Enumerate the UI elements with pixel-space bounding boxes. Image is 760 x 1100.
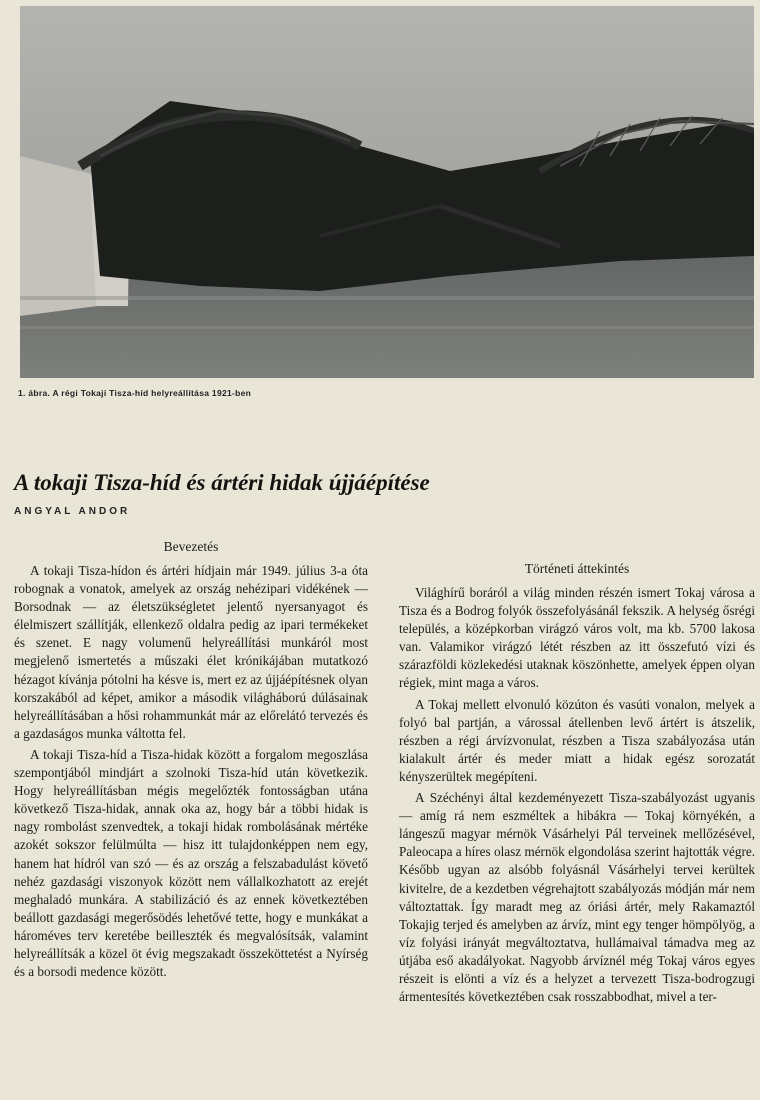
history-paragraph-1: Világhírű boráról a világ minden részén ismert Tokaj városa a Tisza és a Bodrog folyók összefolyásánál fekszik. A helység ősrégi település, a középkorban virágzó város volt, ma kb. 5700 lakosa van. Valamikor virágzó létét részben az itt összefutó vízi és szárazföldi közlekedési utaknak köszönhette, amelyek éppen olyan régiek, mint maga a város. (399, 585, 755, 691)
column-left (14, 538, 368, 984)
bridge-photo-drawing (20, 6, 754, 378)
article-title: A tokaji Tisza-híd és ártéri hidak újjáépítése (14, 470, 430, 495)
intro-paragraph-1: A tokaji Tisza-hídon és ártéri hídjain már 1949. július 3-a óta robognak a vonatok, amelyek az ország nehézipari vidékének — Borsodnak — az életszükségletet jelentő nyersanyagot és élelmiszert szállítják, ellenkező oldalra pedig az ipari termékeket és szenet. E nagy volumenű helyreállítási munkáról most megjelenő ismertetés a műszaki élet krónikájában mutatkozó hézagot kívánja pótolni ha késve is, mert ez az újjáépítésnek olyan korszakából ad képet, amikor a második világháború dúlásainak helyreállításában a hősi rohammunkát már az előrelátó tervezés és a gazdaságos munka váltotta fel. (14, 563, 368, 741)
column-right (399, 560, 755, 1009)
section-heading-intro: Bevezetés (163, 539, 219, 554)
figure-caption: 1. ábra. A régi Tokaji Tisza-híd helyreállítása 1921-ben (18, 388, 252, 398)
bridge-photo (20, 6, 754, 378)
history-paragraph-3: A Széchényi által kezdeményezett Tisza-szabályozást ugyanis — amíg rá nem eszméltek a hibákra — Tokaj környékén, a lángeszű magyar mérnök Vásárhelyi Pál terveinek mellőzésével, Paleocapa a híres olasz mérnök elgondolása szerint hajtották végre. Később ugyan az alsóbb folyásnál Vásárhelyi tervei kerültek kivitelre, de a kezdetben végrehajtott szabályozás módján már nem változtattak. Így maradt meg az óriási ártér, mely Rakamaztól Tokajig terjed és amelyben az árvíz, mint egy tenger hömpölyög, a víz folyási irányát megváltoztatva, hullámaival támadva meg az útjába eső akadályokat. Nagyobb árvíznél még Tokaj város egyes részeit is elönti a víz és a helyzet a tervezett Tisza-bodrogzugi ármentesítés következtében csak rosszabbodhat, mivel a ter- (399, 790, 755, 1005)
intro-paragraph-2: A tokaji Tisza-híd a Tisza-hidak között a forgalom megoszlása szempontjából mindjárt a szolnoki Tisza-híd után következik. Hogy helyreállításban mégis megelőzték fontosságban utána következő Tisza-hidak, annak oka az, hogy bár a többi hidak is nagy rombolást szenvedtek, a tokaji hidak rombolásának mértéke azokét sokszor felülmúlta — hisz itt tulajdonképpen nem egy, hanem hat hídról van szó — és az ország a felszabadulást követő nehéz gazdasági viszonyok között nem vállalkozhatott az erejét meghaladó munkára. A stabilizáció és az ennek következtében beállott gazdasági megerősödés lehetővé tette, hogy e munkákat a hároméves terv keretébe beilleszték és megvalósítsák, valamint helyreállítsák a közel öt évig megszakadt összeköttetést a Nyírség és a borsodi medence között. (14, 746, 368, 980)
section-heading-history: Történeti áttekintés (524, 561, 630, 576)
article-author: ANGYAL ANDOR (14, 506, 131, 517)
history-paragraph-2: A Tokaj mellett elvonuló közúton és vasúti vonalon, melyek a folyó bal partján, a várossal átellenben levő ártért is átszelik, részben a régi árvízvonulat, részben a Tisza szabályozása után kialakult ártér és meder miatt a hidak egész sorozatát kényszerültek megépíteni. (399, 696, 755, 784)
